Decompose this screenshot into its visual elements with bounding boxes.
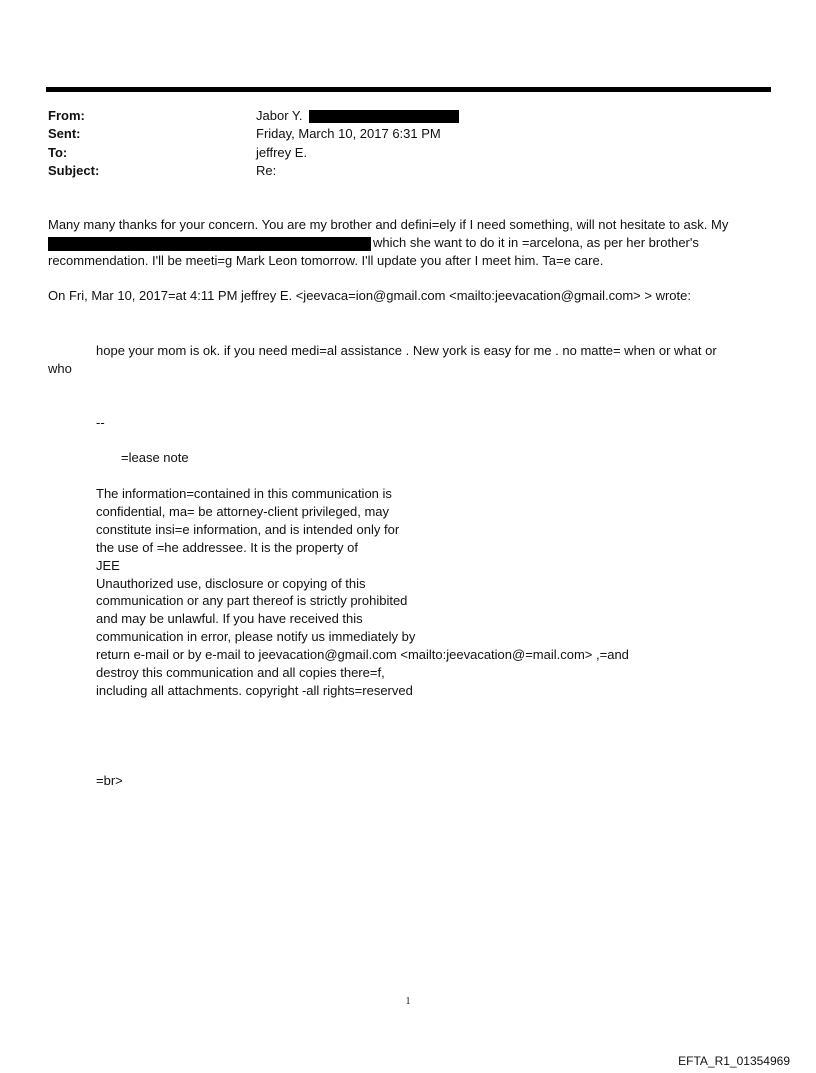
disclaimer-line: the use of =he addressee. It is the property of (96, 539, 358, 555)
disclaimer-line: destroy this communication and all copies there=f, (96, 665, 385, 681)
sent-value: Friday, March 10, 2017 6:31 PM (256, 126, 441, 141)
quoted-line-2: who (48, 361, 72, 376)
disclaimer-line: return e-mail or by e-mail to jeevacation@gmail.com <mailto:jeevacation@=mail.com> ,=and (96, 647, 629, 663)
page-number: 1 (405, 996, 411, 1007)
document-id: EFTA_R1_01354969 (678, 1054, 790, 1068)
disclaimer-line: constitute insi=e information, and is intended only for (96, 521, 400, 537)
disclaimer-line: The information=contained in this communication is (96, 486, 392, 501)
disclaimer-line: JEE (96, 557, 120, 573)
confidentiality-disclaimer (96, 485, 629, 700)
subject-label: Subject: (48, 163, 100, 178)
message-line-1: Many many thanks for your concern. You are my brother and defini=ely if I need something, will not hesitate to ask. My (48, 217, 729, 232)
from-label: From: (48, 108, 85, 123)
disclaimer-line: Unauthorized use, disclosure or copying of this (96, 575, 366, 591)
from-name: Jabor Y. (256, 108, 303, 123)
message-line-3: recommendation. I'll be meeti=g Mark Leon tomorrow. I'll update you after I meet him. Ta=e care. (48, 253, 604, 268)
reply-attribution: On Fri, Mar 10, 2017=at 4:11 PM jeffrey E. <jeevaca=ion@gmail.com <mailto:jeevacation@gmail.com> > wrote: (48, 288, 691, 303)
disclaimer-line: including all attachments. copyright -all rights=reserved (96, 682, 413, 698)
disclaimer-line: communication or any part thereof is strictly prohibited (96, 593, 408, 609)
redaction-bar (309, 110, 459, 123)
to-value: jeffrey E. (256, 145, 308, 160)
please-note-line: =lease note (121, 450, 189, 465)
sent-label: Sent: (48, 126, 81, 141)
to-label: To: (48, 145, 68, 160)
disclaimer-line: communication in error, please notify us immediately by (96, 629, 416, 645)
quoted-trailer: =br> (96, 773, 123, 788)
quoted-line-1: hope your mom is ok. if you need medi=al assistance . New york is easy for me . no matte= when or what or (96, 343, 717, 358)
message-line-2 (48, 234, 699, 252)
header-divider (46, 87, 771, 92)
disclaimer-line: and may be unlawful. If you have received this (96, 611, 363, 627)
from-value (256, 107, 459, 125)
disclaimer-line: confidential, ma= be attorney-client privileged, may (96, 503, 390, 519)
redaction-bar (48, 237, 371, 251)
signature-separator: -- (96, 415, 105, 430)
subject-value: Re: (256, 163, 277, 178)
message-line-2-text: which she want to do it in =arcelona, as per her brother's (373, 235, 699, 250)
